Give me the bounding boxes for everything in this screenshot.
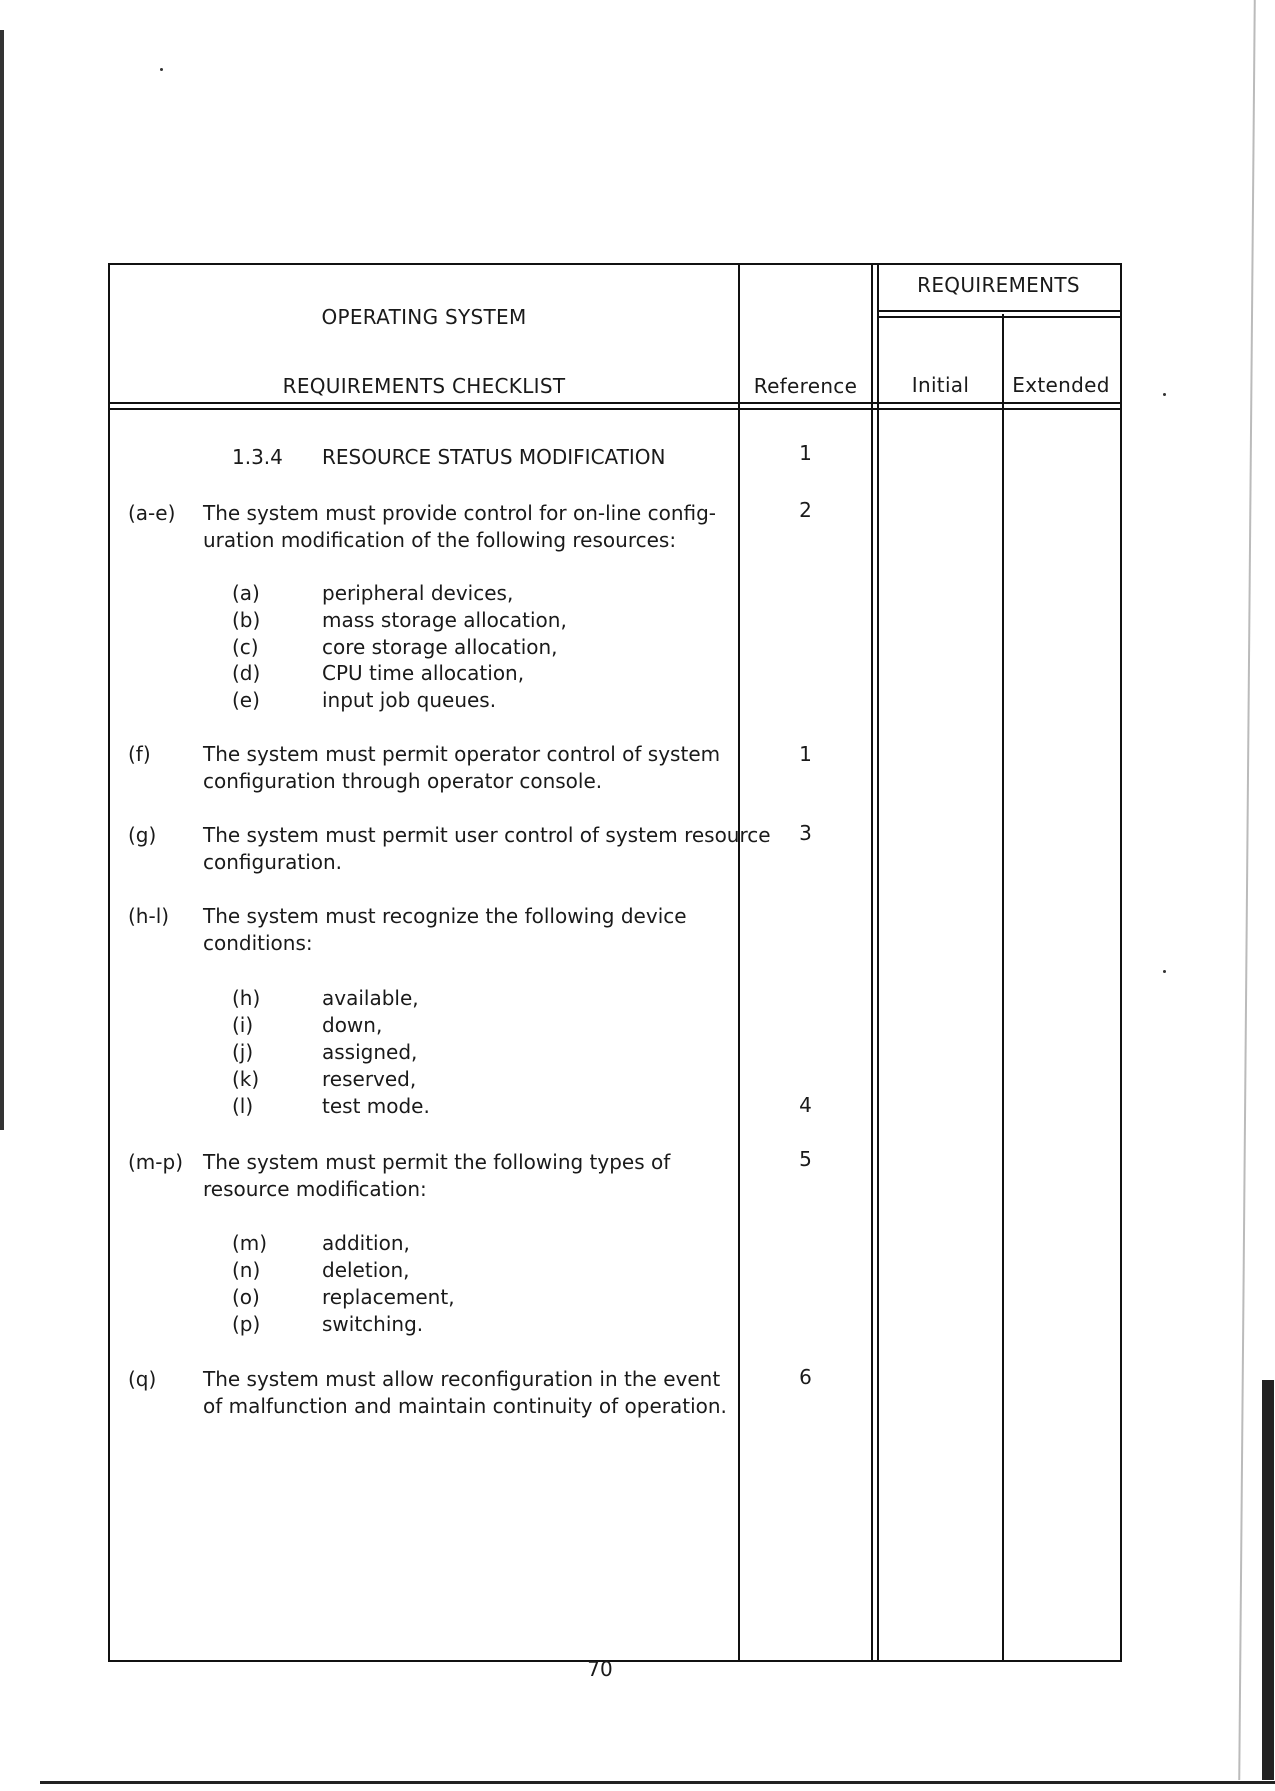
subitem-key: (j): [232, 1040, 254, 1064]
subitem-value: deletion,: [322, 1258, 410, 1282]
checklist-table: [108, 263, 1122, 1662]
item-label: (m-p): [128, 1150, 183, 1174]
item-reference: 4: [799, 1093, 812, 1117]
item-label: (q): [128, 1367, 157, 1391]
item-text-line: uration modification of the following resources:: [203, 528, 677, 552]
item-text-line: The system must permit the following types of: [203, 1150, 671, 1174]
section-title: RESOURCE STATUS MODIFICATION: [322, 445, 666, 469]
item-text-line: conditions:: [203, 931, 313, 955]
subitem-value: assigned,: [322, 1040, 418, 1064]
subitem-key: (p): [232, 1312, 261, 1336]
subitem-key: (n): [232, 1258, 261, 1282]
subitem-value: CPU time allocation,: [322, 661, 525, 685]
subitem-key: (k): [232, 1067, 260, 1091]
section-number: 1.3.4: [232, 445, 283, 469]
column-divider-requirements: [871, 263, 873, 1660]
page-number: 70: [587, 1657, 613, 1681]
reference-header: Reference: [753, 374, 858, 398]
item-text-line: The system must allow reconfiguration in the event: [203, 1367, 721, 1391]
item-text-line: The system must provide control for on-line config-: [203, 501, 716, 525]
item-label: (f): [128, 742, 151, 766]
subitem-value: replacement,: [322, 1285, 455, 1309]
item-text-line: resource modification:: [203, 1177, 427, 1201]
item-reference: 6: [799, 1365, 812, 1389]
subitem-value: peripheral devices,: [322, 581, 514, 605]
subitem-value: switching.: [322, 1312, 424, 1336]
subitem-key: (b): [232, 608, 261, 632]
subitem-value: core storage allocation,: [322, 635, 558, 659]
subitem-key: (d): [232, 661, 261, 685]
subitem-value: test mode.: [322, 1094, 430, 1118]
item-text-line: The system must permit user control of system resource: [203, 823, 771, 847]
item-reference: 2: [799, 498, 812, 522]
requirements-rule-double: [877, 316, 1120, 318]
subitem-key: (h): [232, 986, 261, 1010]
subitem-key: (m): [232, 1231, 268, 1255]
item-text-line: of malfunction and maintain continuity of operation.: [203, 1394, 727, 1418]
item-text-line: The system must recognize the following device: [203, 904, 687, 928]
item-label: (g): [128, 823, 157, 847]
scan-edge-bottom: [40, 1781, 1275, 1784]
speck: [160, 68, 163, 71]
speck: [1163, 393, 1166, 396]
subitem-value: mass storage allocation,: [322, 608, 567, 632]
subitem-value: addition,: [322, 1231, 410, 1255]
item-reference: 3: [799, 821, 812, 845]
table-title: OPERATING SYSTEM: [321, 305, 527, 329]
item-reference: 5: [799, 1147, 812, 1171]
subitem-value: input job queues.: [322, 688, 497, 712]
subitem-key: (i): [232, 1013, 254, 1037]
item-text-line: configuration.: [203, 850, 343, 874]
subitem-value: available,: [322, 986, 419, 1010]
requirements-header: REQUIREMENTS: [917, 273, 1080, 297]
item-label: (h-l): [128, 904, 170, 928]
subitem-key: (a): [232, 581, 260, 605]
speck: [1163, 970, 1166, 973]
item-text-line: configuration through operator console.: [203, 769, 603, 793]
header-rule-double: [108, 408, 1120, 410]
subitem-value: reserved,: [322, 1067, 417, 1091]
subitem-key: (l): [232, 1094, 254, 1118]
extended-header: Extended: [1012, 373, 1110, 397]
column-divider-requirements-double: [877, 263, 879, 1660]
subitem-key: (c): [232, 635, 259, 659]
subitem-key: (e): [232, 688, 260, 712]
initial-header: Initial: [911, 373, 970, 397]
section-reference: 1: [799, 441, 812, 465]
scan-edge-right: [1238, 0, 1256, 1780]
column-divider-extended: [1002, 314, 1004, 1660]
item-reference: 1: [799, 742, 812, 766]
column-divider-reference: [738, 263, 740, 1660]
item-text-line: The system must permit operator control of system: [203, 742, 721, 766]
header-rule: [108, 402, 1120, 404]
subitem-key: (o): [232, 1285, 260, 1309]
item-label: (a-e): [128, 501, 176, 525]
requirements-rule: [877, 310, 1120, 312]
subitem-value: down,: [322, 1013, 383, 1037]
table-subtitle: REQUIREMENTS CHECKLIST: [282, 374, 566, 398]
scan-edge-shadow: [1262, 1380, 1274, 1780]
scan-edge-left: [0, 30, 4, 1130]
